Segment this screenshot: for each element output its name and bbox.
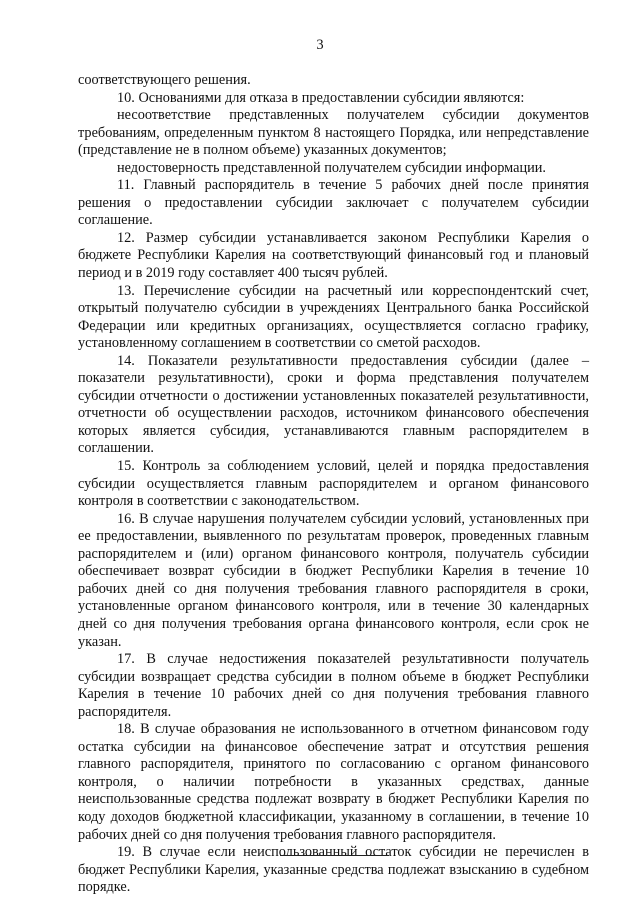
paragraph-11: 11. Главный распорядитель в течение 5 рабочих дней после принятия решения о предоставлении субсидии заключает с получателем субсидии соглашение. [78,177,589,229]
paragraph-19: 19. В случае если неиспользованный остаток субсидии не перечислен в бюджет Республики Карелия, указанные средства подлежат взысканию в судебном порядке. [78,844,589,896]
paragraph-10-item-1: несоответствие представленных получателем субсидии документов требованиям, определенным пунктом 8 настоящего Порядка, или непредставление (представление не в полном объеме) указанных документов; [78,107,589,159]
page-number: 3 [316,37,324,53]
paragraph-13: 13. Перечисление субсидии на расчетный или корреспондентский счет, открытый получателю субсидии в учреждениях Центрального банка Российской Федерации или кредитных организациях, осуществляется согласно графику, установленному соглашением в соответствии со сметой расходов. [78,282,589,352]
paragraph-continuation: соответствующего решения. [78,72,251,88]
end-of-text-divider [280,855,389,856]
document-body [78,72,589,897]
paragraph-15: 15. Контроль за соблюдением условий, целей и порядка предоставления субсидии осуществляется главным распорядителем и органом финансового контроля в соответствии с законодательством. [78,458,589,510]
paragraph-10: 10. Основаниями для отказа в предоставлении субсидии являются: [117,89,525,106]
paragraph-17: 17. В случае недостижения показателей результативности получатель субсидии возвращает средства субсидии в полном объеме в бюджет Республики Карелия в течение 10 рабочих дней со дня получения требования главного распорядителя. [78,651,589,720]
paragraph-18: 18. В случае образования не использованного в отчетном финансовом году остатка субсидии на финансовое обеспечение затрат и отсутствия решения главного распорядителя, принятого по согласованию с органом финансового контроля, о наличии потребности в указанных средствах, данные неиспользованные средства подлежат возврату в бюджет Республики Карелия по коду доходов бюджетной классификации, указанному в соглашении, в течение 10 рабочих дней со дня получения требования главного распорядителя. [78,721,589,843]
paragraph-10-item-2: недостоверность представленной получателем субсидии информации. [117,159,546,176]
paragraph-16: 16. В случае нарушения получателем субсидии условий, установленных при ее предоставлении, выявленного по результатам проверок, проведенных главным распорядителем и (или) органом финансового контроля, получатель субсидии обеспечивает возврат субсидии в бюджет Республики Карелия в течение 10 рабочих дней со дня получения требования главного распорядителя в сроки, установленные органом финансового контроля, или в течение 30 календарных дней со дня получения требования органа финансового контроля, если срок не указан. [78,510,589,650]
paragraph-14: 14. Показатели результативности предоставления субсидии (далее – показатели результативности), сроки и форма представления получателем субсидии отчетности о достижении установленных показателей результативности, отчетности об осуществлении расходов, источником финансового обеспечения которых является субсидия, устанавливаются главным распорядителем в соглашении. [78,352,589,457]
paragraph-12: 12. Размер субсидии устанавливается законом Республики Карелия о бюджете Республики Карелия на соответствующий финансовый год и плановый период и в 2019 году составляет 400 тысяч рублей. [78,229,589,282]
